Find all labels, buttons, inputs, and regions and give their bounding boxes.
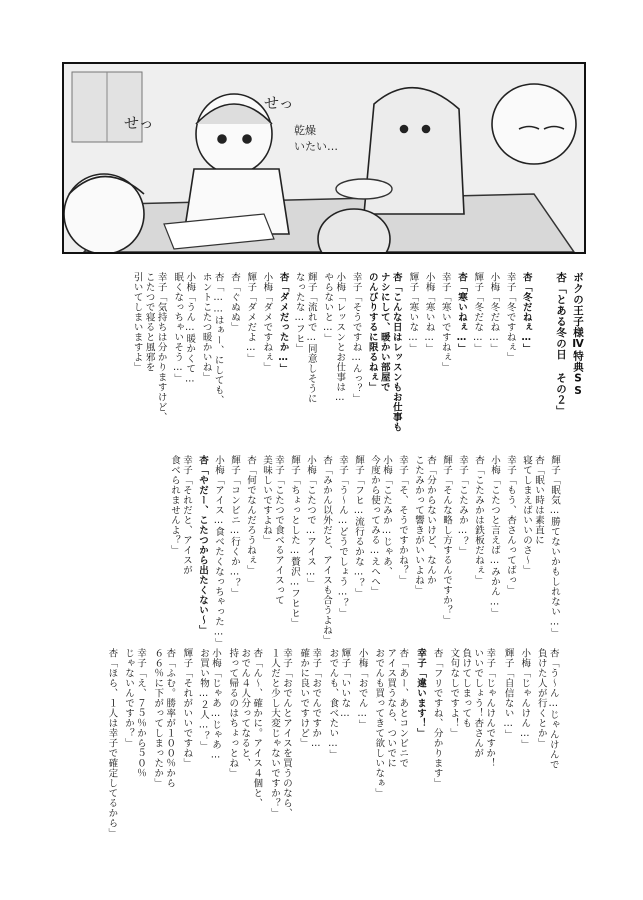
sfx-text: せっ: [124, 114, 154, 132]
dialogue-line: 小梅「寒いね…」: [423, 272, 435, 354]
dialogue-line: 杏「こんな日はレッスンもお仕事も ナシにして、暖かい部屋で のんびりするに限るねぇ」: [366, 272, 402, 432]
dialogue-line: 輝子「ちょっとした…贅沢…フヒヒ」: [289, 455, 300, 628]
dialogue-line: 輝子「ダメだよ…」: [245, 272, 257, 364]
dialogue-line: 杏「あー、あとコンビニで アイス買うなら、ついでに おでんも買ってきて欲しいなぁ」: [373, 648, 409, 798]
dialogue-line: 小梅「冬だね…」: [488, 272, 500, 354]
dialogue-line: 輝子「そんな略し方するんですか？」: [441, 455, 452, 625]
dialogue-line: 小梅「じゃんけん…」: [519, 648, 531, 750]
dialogue-line: 輝子「自信ない…」: [502, 648, 514, 740]
dialogue-line: 輝子「フヒ…流行るかな…？」: [353, 455, 364, 598]
dialogue-line: 杏「ん～、確かに。アイス４個と、 おでん４人分ってなると、 持って帰るのはちょっとね」: [227, 648, 263, 808]
dialogue-line: 杏「何でなんだろうねぇ」: [245, 455, 256, 575]
dialogue-line: 幸子「おでんですか… 確かに良いですけど」: [298, 648, 322, 750]
dialogue-line: 輝子「冬だな…」: [472, 272, 484, 354]
dialogue-line: 幸子「それだと、アイスが 食べられませんよ？」: [169, 455, 192, 575]
dialogue-line: 幸子「そ、そうですかね？」: [397, 455, 408, 585]
dialogue-line: 杏「ぐぬぬ」: [229, 272, 240, 332]
dialogue-line: 小梅「ダメですねぇ」: [261, 272, 273, 372]
dialogue-line: 杏「フリですね、分かります」: [431, 648, 443, 788]
dialogue-line: 杏「ほら、１人は幸子で確定してるから」: [106, 648, 118, 838]
dialogue-line: 幸子「冬ですねぇ」: [504, 272, 516, 362]
dialogue-line: 幸子「う～ん…どうでしょう…？」: [337, 455, 348, 618]
dialogue-line: 幸子「じゃんけんですか！ いいでしょう！杏さんが 負けてしまっても 文句なしですよ！」: [448, 648, 496, 768]
character-far-right: [492, 84, 576, 164]
dialogue-line: 杏「……はぁー、にしても、 ホントこたつ暖かいね」: [200, 272, 224, 405]
dialogue-line: 幸子「こたつで食べるアイスって 美味しいですよね」: [261, 455, 284, 605]
dialogue-line: 幸子「違います！」: [415, 648, 426, 738]
dialogue-line: 輝子「眠気…勝てないかもしれない…」: [549, 455, 560, 638]
character-left: [64, 174, 144, 252]
dialogue-line: 杏「みかん以外だと、アイスも合うよね」: [321, 455, 332, 645]
dialogue-line: 小梅「うん…暖かくて… 眠くなっちゃいそう…」: [172, 272, 196, 385]
dialogue-line: 小梅「こたつで…アイス…」: [305, 455, 316, 588]
sfx-text: せっ: [264, 94, 294, 112]
illustration-art: [64, 64, 584, 252]
dialogue-line: 輝子「それがいいですね」: [181, 648, 193, 768]
dialogue-line: 幸子「おでんとアイスを買うのなら、 １人だと少し大変じゃないですか？」: [269, 648, 292, 818]
dialogue-line: 輝子「寒いな…」: [407, 272, 419, 354]
dialogue-line: 幸子「気持ちは分かりますけど、 こたつで寝ると風邪を 引いてしまいますよ」: [131, 272, 167, 422]
dialogue-line: 杏「やだー、こたつから出たくない～」: [197, 455, 208, 635]
dialogue-line: 小梅「レッスンとお仕事は… やらないと…」: [322, 272, 346, 404]
dialogue-line: 輝子「コンビニ…行くか…？」: [229, 455, 240, 598]
dialogue-line: 小梅「アイス…食べたくなっちゃった…」: [213, 455, 224, 648]
dialogue-line: 小梅「おでん…」: [356, 648, 368, 730]
dialogue-line: 杏「ふむ。勝率が１００％から ６６％に下がってしまったか」: [152, 648, 176, 788]
dialogue-line: 輝子「いいな… おでんも、食べたい…」: [327, 648, 351, 760]
sfx-text: 乾燥 いたい…: [294, 124, 338, 153]
dialogue-line: 杏「冬だねぇ…」: [520, 272, 532, 354]
dialogue-line: 杏「分からないけど、なんか こたみかって響きがいいよね」: [413, 455, 436, 595]
dialogue-line: 杏「こたみかは鉄板だねぇ」: [473, 455, 484, 585]
dialogue-line: 杏「眠い時は素直に 寝てしまえばいいのさ～」: [521, 455, 544, 575]
dialogue-line: 杏「寒いねぇ…」: [456, 272, 467, 354]
dialogue-line: 幸子「寒いですねぇ」: [439, 272, 451, 372]
dialogue-line: 幸子「そうですね…んっ？」: [350, 272, 362, 404]
dialogue-line: 杏「う～ん…じゃんけんで 負けた人が行くとか」: [535, 648, 559, 770]
dialogue-line: 幸子「もう、杏さんってばっ」: [505, 455, 516, 595]
dialogue-line: 小梅「こたみか…じゃあ、 今度から使ってみる…えへへ」: [369, 455, 392, 597]
dialogue-line: 小梅「こたつと言えば…みかん…」: [489, 455, 500, 618]
dialogue-line: 輝子「流れで…同意しそうに なったな…フヒ」: [293, 272, 317, 404]
title-line-1: ボクの王子様Ⅳ特典SS: [572, 272, 584, 398]
dialogue-line: 小梅「じゃあ…じゃあ… お買い物…２人…？」: [198, 648, 221, 761]
dialogue-line: 幸子「え、７５％から５０％ じゃないんですか？」: [123, 648, 146, 778]
illustration-panel: [62, 62, 586, 254]
dialogue-line: 杏「ダメだったか…」: [277, 272, 289, 374]
dialogue-line: 幸子「こたみか…？」: [457, 455, 468, 557]
title-line-2: 杏「とある冬の日 その２」: [555, 272, 567, 417]
